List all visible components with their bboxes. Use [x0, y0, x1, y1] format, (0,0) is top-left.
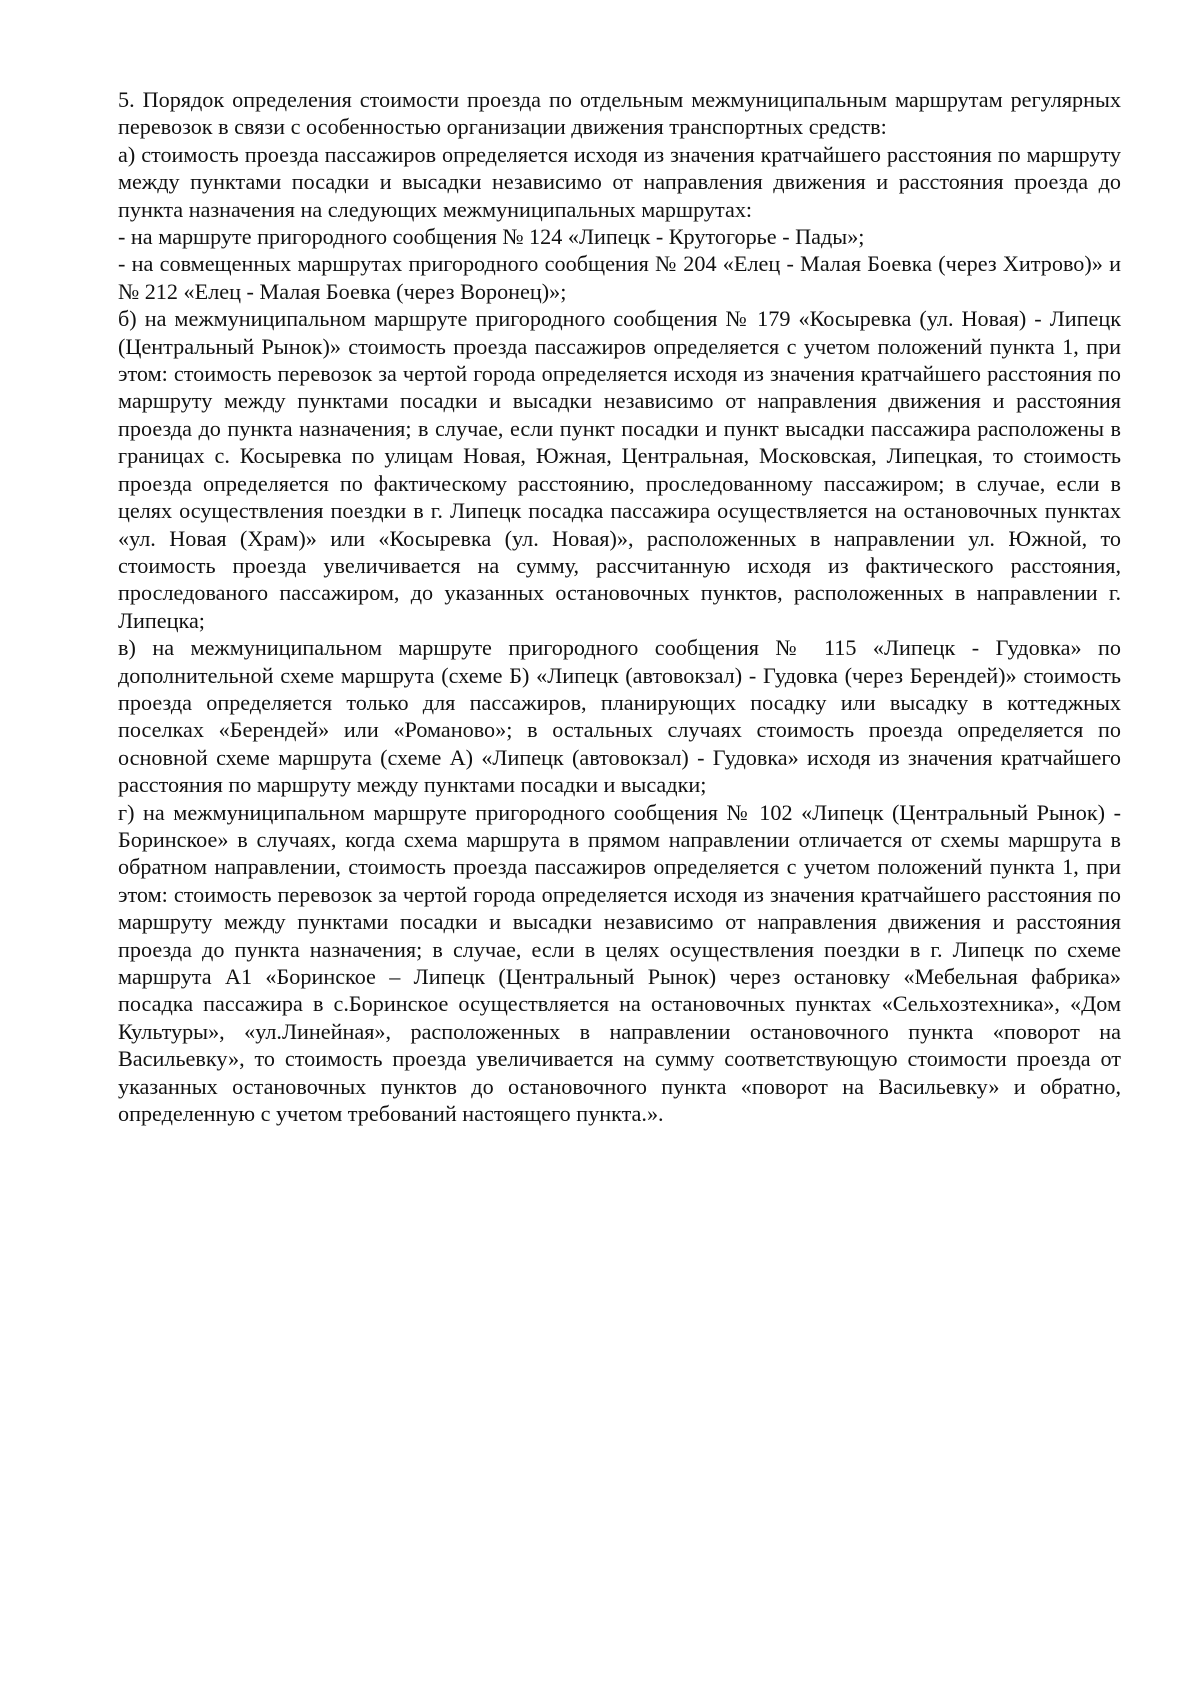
paragraph-section-5-heading: 5. Порядок определения стоимости проезда по отдельным межмуниципальным маршрутам регулярных перевозок в связи с особенностью организации движения транспортных средств: — [118, 87, 1121, 140]
document-body — [118, 86, 1121, 1127]
paragraph-route-124: - на маршруте пригородного сообщения № 124 «Липецк - Крутогорье - Пады»; — [118, 224, 865, 250]
paragraph-item-g: г) на межмуниципальном маршруте пригородного сообщения № 102 «Липецк (Центральный Рынок) - Боринское» в случаях, когда схема маршрута в прямом направлении отличается от схемы маршрута в обратном направлении, стоимость проезда пассажиров определяется с учетом положений пункта 1, при этом: стоимость перевозок за чертой города определяется исходя из значения кратчайшего расстояния по маршруту между пунктами посадки и высадки независимо от направления движения и расстояния проезда до пункта назначения; в случае, если в целях осуществления поездки в г. Липецк по схеме маршрута А1 «Боринское – Липецк (Центральный Рынок) через остановку «Мебельная фабрика» посадка пассажира в с.Боринское осуществляется на остановочных пунктах «Сельхозтехника», «Дом Культуры», «ул.Линейная», расположенных в направлении остановочного пункта «поворот на Васильевку», то стоимость проезда увеличивается на сумму соответствующую стоимости проезда от указанных остановочных пунктов до остановочного пункта «поворот на Васильевку» и обратно, определенную с учетом требований настоящего пункта.». — [118, 799, 1121, 1127]
paragraph-routes-204-212: - на совмещенных маршрутах пригородного сообщения № 204 «Елец - Малая Боевка (через Хитрово)» и № 212 «Елец - Малая Боевка (через Воронец)»; — [118, 251, 1121, 304]
paragraph-item-b: б) на межмуниципальном маршруте пригородного сообщения № 179 «Косыревка (ул. Новая) - Липецк (Центральный Рынок)» стоимость проезда пассажиров определяется с учетом положений пункта 1, при этом: стоимость перевозок за чертой города определяется исходя из значения кратчайшего расстояния по маршруту между пунктами посадки и высадки независимо от направления движения и расстояния проезда до пункта назначения; в случае, если пункт посадки и пункт высадки пассажира расположены в границах с. Косыревка по улицам Новая, Южная, Центральная, Московская, Липецкая, то стоимость проезда определяется по фактическому расстоянию, проследованному пассажиром; в случае, если в целях осуществления поездки в г. Липецк посадка пассажира осуществляется на остановочных пунктах «ул. Новая (Храм)» или «Косыревка (ул. Новая)», расположенных в направлении ул. Южной, то стоимость проезда увеличивается на сумму, рассчитанную исходя из фактического расстояния, проследованого пассажиром, до указанных остановочных пунктов, расположенных в направлении г. Липецка; — [118, 306, 1121, 633]
paragraph-item-a: а) стоимость проезда пассажиров определяется исходя из значения кратчайшего расстояния по маршруту между пунктами посадки и высадки независимо от направления движения и расстояния проезда до пункта назначения на следующих межмуниципальных маршрутах: — [118, 141, 1121, 222]
paragraph-item-v: в) на межмуниципальном маршруте пригородного сообщения № 115 «Липецк - Гудовка» по дополнительной схеме маршрута (схеме Б) «Липецк (автовокзал) - Гудовка (через Берендей)» стоимость проезда определяется только для пассажиров, планирующих посадку или высадку в коттеджных поселках «Берендей» или «Романово»; в остальных случаях стоимость проезда определяется по основной схеме маршрута (схеме А) «Липецк (автовокзал) - Гудовка» исходя из значения кратчайшего расстояния по маршруту между пунктами посадки и высадки; — [118, 635, 1121, 798]
